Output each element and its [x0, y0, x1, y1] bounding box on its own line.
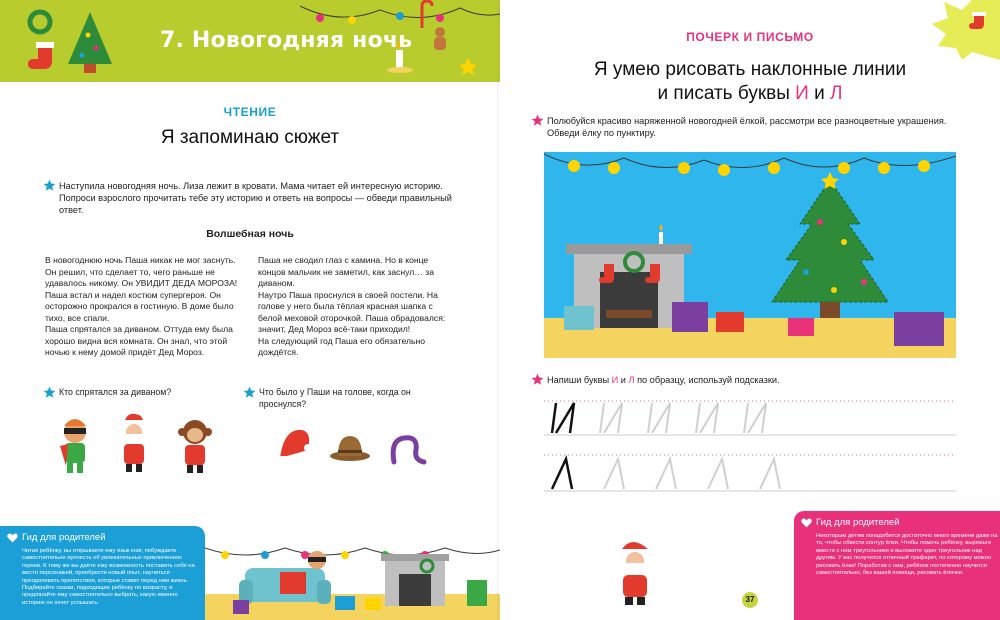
letters-instruction [547, 374, 967, 386]
section-label-writing: ПОЧЕРК И ПИСЬМО [686, 30, 814, 44]
question-1-answer-pictures [55, 412, 235, 482]
reading-instruction: Наступила новогодняя ночь. Лиза лежит в кровати. Мама читает ей интересную историю. Попроси взрослого прочитать тебе эту историю и ответь на вопросы — обведи правильный ответ. [59, 181, 452, 215]
heart-icon [7, 533, 18, 543]
page-heading-right [500, 58, 1000, 106]
brown-hat-icon[interactable] [330, 436, 370, 461]
story-title: Волшебная ночь [206, 228, 294, 240]
tree-instruction: Полюбуйся красиво наряженной новогодней ёлкой, рассмотри все разноцветные украшения. Обведи ёлку по пунктиру. [547, 116, 947, 138]
star-bullet-icon [243, 386, 256, 399]
red-santa-hat-icon[interactable] [278, 430, 312, 464]
star-bullet-icon [43, 386, 56, 399]
heading-line-2-text: и писать буквы [657, 83, 796, 104]
christmas-tree-scene-illustration [544, 152, 956, 358]
parent-guide-text: Некоторым детям понадобится достаточно много времени даже на то, чтобы обвести контур ёлки. Чтобы помочь ребёнку, вырежьте вместе с ним треугольники и выложите один треугольник над другим. У вас получится отличный трафарет, по которому можно рисовать ёлки! Поработав с ним, ребёнок постепенно научится самостоятельно, без вашей помощи, рисовать ёлочки. [816, 533, 998, 577]
chapter-banner [0, 0, 500, 82]
story-column-1 [45, 255, 243, 359]
letter-l-inline: Л [628, 375, 635, 385]
purple-tinsel-icon[interactable] [393, 438, 424, 462]
letter-l-accent: Л [830, 83, 843, 104]
question-1: Кто спрятался за диваном? [59, 387, 172, 397]
story-paragraph: Наутро Паша проснулся в своей постели. На голове у него была тёплая красная шапка с белой меховой оторочкой. Паша обрадовался: значит, Дед Мороз всё-таки приходил! [258, 289, 446, 334]
section-label-reading: ЧТЕНИЕ [223, 105, 277, 119]
letters-instruction-and: и [618, 375, 629, 385]
chapter-title: 7. Новогодняя ночь [160, 28, 413, 53]
question-2-answer-pictures [270, 412, 450, 482]
story-paragraph: В новогоднюю ночь Паша никак не мог заснуть. Он решил, что сделает то, чего раньше не удавалось никому. Он УВИДИТ ДЕДА МОРОЗА! [45, 255, 238, 288]
story-column-2 [258, 255, 458, 359]
living-room-scene-illustration [205, 538, 500, 620]
story-paragraph: На следующий год Паша его обязательно дождётся. [258, 335, 425, 357]
story-paragraph: Паша спрятался за диваном. Оттуда ему была хорошо видна вся комната. Он знал, что этой ночью к нему домой придёт Дед Мороз. [45, 324, 233, 357]
heading-line-1: Я умею рисовать наклонные линии [593, 59, 907, 80]
heart-icon [801, 518, 812, 528]
story-paragraph: Паша не сводил глаз с камина. Но в конце концов мальчик не заметил, как заснул… за диваном. [258, 255, 434, 288]
parent-guide-right [794, 511, 1000, 620]
heading-line-2 [500, 82, 1000, 106]
letters-instruction-rest: по образцу, используй подсказки. [634, 375, 780, 385]
letter-i-inline: И [611, 375, 619, 385]
parent-guide-title: Гид для родителей [816, 517, 900, 528]
story-paragraph: Паша встал и надел костюм супергероя. Он осторожно прокрался в гостиную. В доме было тихо, все спали. [45, 289, 234, 323]
star-bullet-icon [531, 373, 544, 386]
superhero-boy-icon[interactable] [60, 419, 86, 473]
letter-i-accent: И [795, 83, 809, 104]
santa-claus-icon[interactable] [122, 414, 146, 472]
parent-guide-text: Читая ребёнку, вы открываете ему язык книг, побуждаете самостоятельно прочесть об увлекательных приключениях героев. К тому же вы даёте ему возможность поставить себя на место персонажей, приобрести новый опыт, научиться преодолевать препятствия, которые ставит перед ним жизнь. Подбирайте сказки, подходящие ребёнку по возрасту, и предлагайте ему самостоятельно выбрать, какую именно историю он хочет услышать. [22, 548, 195, 606]
page-heading-left: Я запоминаю сюжет [160, 127, 340, 148]
heading-and: и [808, 83, 830, 104]
letters-instruction-text: Напиши буквы [547, 375, 612, 385]
santa-claus-illustration [610, 537, 660, 607]
letter-tracing-area[interactable] [544, 395, 956, 505]
parent-guide-title: Гид для родителей [22, 532, 106, 543]
monkey-child-icon[interactable] [178, 420, 212, 473]
right-page [500, 0, 1000, 620]
page-number: 37 [742, 592, 758, 608]
parent-guide-left [0, 526, 205, 620]
star-bullet-icon [43, 179, 56, 192]
question-2: Что было у Паши на голове, когда он проснулся? [259, 387, 411, 409]
star-bullet-icon [531, 114, 544, 127]
